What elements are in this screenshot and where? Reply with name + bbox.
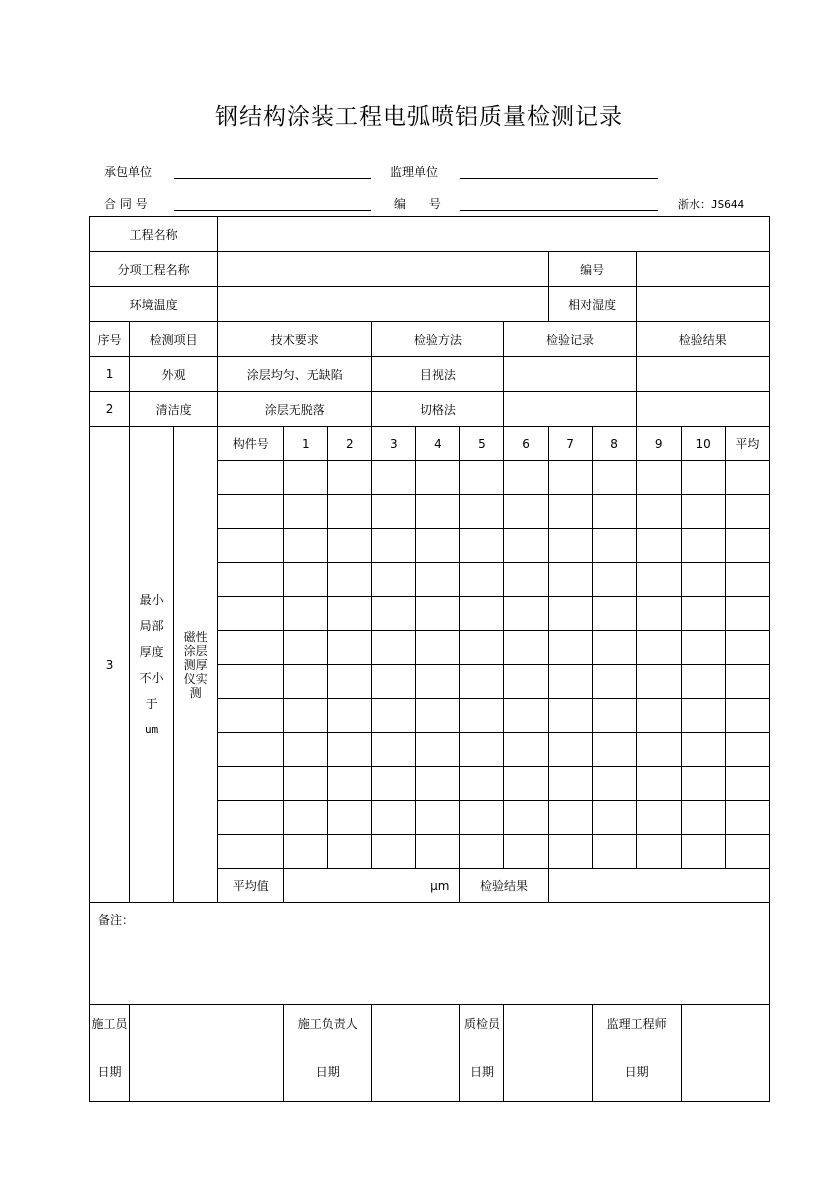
measure-cell[interactable]: [218, 529, 284, 563]
measure-cell[interactable]: [548, 631, 592, 665]
measure-cell[interactable]: [504, 631, 548, 665]
measure-cell[interactable]: [592, 665, 636, 699]
measure-cell[interactable]: [372, 597, 416, 631]
measure-cell[interactable]: [218, 597, 284, 631]
env-temp-value[interactable]: [218, 287, 548, 322]
avg-value-label: 平均值: [218, 869, 284, 903]
measure-cell[interactable]: [416, 835, 460, 869]
measure-cell[interactable]: [460, 733, 504, 767]
row-method: 切格法: [372, 392, 504, 427]
measure-cell[interactable]: [592, 529, 636, 563]
measure-cell[interactable]: [416, 495, 460, 529]
sig-engineer-date: 日期: [624, 1065, 649, 1079]
measure-cell[interactable]: [504, 733, 548, 767]
measure-cell[interactable]: [636, 801, 681, 835]
sig-engineer: [592, 1005, 681, 1102]
measure-cell[interactable]: [416, 529, 460, 563]
measure-cell[interactable]: [548, 733, 592, 767]
sig-manager-date: 日期: [315, 1065, 340, 1079]
measure-cell[interactable]: [548, 801, 592, 835]
measure-cell[interactable]: [372, 495, 416, 529]
measure-cell[interactable]: [592, 461, 636, 495]
measure-cell[interactable]: [372, 529, 416, 563]
measure-cell[interactable]: [284, 563, 328, 597]
subproject-label: 分项工程名称: [90, 252, 218, 287]
project-name-value[interactable]: [218, 217, 770, 252]
row-item: 清洁度: [130, 392, 218, 427]
member-col: 7: [548, 427, 592, 461]
measure-cell[interactable]: [460, 495, 504, 529]
table-row: [90, 357, 770, 392]
measure-cell[interactable]: [636, 835, 681, 869]
measure-cell[interactable]: [636, 699, 681, 733]
measure-cell[interactable]: [636, 665, 681, 699]
measure-cell[interactable]: [284, 801, 328, 835]
measure-cell[interactable]: [548, 495, 592, 529]
row-method: 目视法: [372, 357, 504, 392]
measure-cell[interactable]: [284, 767, 328, 801]
supervisor-label: 监理单位: [390, 165, 439, 179]
member-col: 9: [636, 427, 681, 461]
measure-cell[interactable]: [725, 461, 769, 495]
thickness-result-label: 检验结果: [460, 869, 548, 903]
measure-cell[interactable]: [504, 835, 548, 869]
measure-cell[interactable]: [460, 631, 504, 665]
contractor-label: 承包单位: [104, 165, 153, 179]
contractor-field[interactable]: [174, 178, 371, 179]
measure-cell[interactable]: [218, 631, 284, 665]
measure-cell[interactable]: [460, 699, 504, 733]
measure-cell[interactable]: [218, 495, 284, 529]
measure-cell[interactable]: [681, 495, 725, 529]
measure-cell[interactable]: [372, 699, 416, 733]
thickness-label-0: 最小: [139, 592, 164, 607]
member-col: 1: [284, 427, 328, 461]
measure-cell[interactable]: [504, 529, 548, 563]
measure-cell[interactable]: [548, 835, 592, 869]
measure-cell[interactable]: [218, 461, 284, 495]
measure-cell[interactable]: [725, 631, 769, 665]
measure-cell[interactable]: [416, 801, 460, 835]
row-record[interactable]: [504, 357, 636, 392]
measure-cell[interactable]: [460, 801, 504, 835]
measure-cell[interactable]: [504, 495, 548, 529]
thickness-result-value[interactable]: [548, 869, 769, 903]
measure-cell[interactable]: [725, 699, 769, 733]
measure-cell[interactable]: [372, 631, 416, 665]
measure-cell[interactable]: [416, 597, 460, 631]
thickness-label: [130, 427, 174, 903]
measure-cell[interactable]: [681, 767, 725, 801]
measure-cell[interactable]: [218, 563, 284, 597]
measure-cell[interactable]: [416, 665, 460, 699]
measure-cell[interactable]: [372, 461, 416, 495]
measure-cell[interactable]: [725, 495, 769, 529]
thickness-seq: 3: [90, 427, 130, 903]
measure-cell[interactable]: [725, 563, 769, 597]
method-line-3: 仪实: [183, 671, 208, 686]
measure-cell[interactable]: [592, 495, 636, 529]
thickness-label-4: 于: [145, 696, 158, 711]
member-col: 6: [504, 427, 548, 461]
measure-cell[interactable]: [372, 767, 416, 801]
measure-cell[interactable]: [218, 699, 284, 733]
measure-cell[interactable]: [681, 665, 725, 699]
measure-cell[interactable]: [725, 597, 769, 631]
measure-cell[interactable]: [592, 597, 636, 631]
measure-cell[interactable]: [460, 461, 504, 495]
env-temp-label: 环境温度: [90, 287, 218, 322]
measure-cell[interactable]: [636, 495, 681, 529]
member-col: 4: [416, 427, 460, 461]
info-number-label: 编号: [548, 252, 636, 287]
sig-worker: [90, 1005, 130, 1102]
measure-cell[interactable]: [416, 631, 460, 665]
measure-cell[interactable]: [681, 801, 725, 835]
measure-cell[interactable]: [504, 767, 548, 801]
inspection-table: [89, 216, 770, 1102]
measure-cell[interactable]: [636, 597, 681, 631]
sig-worker-value[interactable]: [130, 1005, 284, 1102]
measure-cell[interactable]: [328, 733, 372, 767]
sig-inspector-value[interactable]: [504, 1005, 592, 1102]
remarks-label: 备注：: [98, 913, 135, 927]
col-seq: 序号: [90, 322, 130, 357]
measure-cell[interactable]: [284, 631, 328, 665]
measure-cell[interactable]: [725, 733, 769, 767]
row-seq: 2: [90, 392, 130, 427]
measure-cell[interactable]: [636, 563, 681, 597]
col-record: 检验记录: [504, 322, 636, 357]
remarks[interactable]: [90, 903, 770, 1005]
measure-cell[interactable]: [328, 665, 372, 699]
unit-label: μm: [430, 878, 450, 893]
measure-cell[interactable]: [636, 733, 681, 767]
measure-cell[interactable]: [592, 631, 636, 665]
measure-cell[interactable]: [416, 461, 460, 495]
measure-cell[interactable]: [725, 529, 769, 563]
measure-cell[interactable]: [681, 835, 725, 869]
measure-cell[interactable]: [725, 665, 769, 699]
measure-cell[interactable]: [284, 529, 328, 563]
measure-cell[interactable]: [328, 597, 372, 631]
contract-no-field[interactable]: [174, 210, 371, 211]
measure-cell[interactable]: [548, 461, 592, 495]
measure-cell[interactable]: [218, 835, 284, 869]
measure-cell[interactable]: [504, 563, 548, 597]
measure-cell[interactable]: [592, 801, 636, 835]
measure-cell[interactable]: [725, 801, 769, 835]
row-result[interactable]: [636, 392, 769, 427]
humidity-label: 相对湿度: [548, 287, 636, 322]
measure-cell[interactable]: [681, 461, 725, 495]
measure-cell[interactable]: [416, 733, 460, 767]
measure-cell[interactable]: [284, 461, 328, 495]
measure-cell[interactable]: [328, 495, 372, 529]
thickness-label-2: 厚度: [139, 644, 164, 659]
member-col: 5: [460, 427, 504, 461]
row-item: 外观: [130, 357, 218, 392]
measure-cell[interactable]: [372, 801, 416, 835]
project-name-label: 工程名称: [90, 217, 218, 252]
measure-cell[interactable]: [592, 699, 636, 733]
measure-cell[interactable]: [504, 597, 548, 631]
page-title: 钢结构涂装工程电弧喷铝质量检测记录: [215, 104, 623, 130]
measure-cell[interactable]: [504, 801, 548, 835]
measure-cell[interactable]: [548, 563, 592, 597]
method-line-2: 测厚: [183, 657, 208, 672]
measure-cell[interactable]: [218, 733, 284, 767]
sig-manager-value[interactable]: [372, 1005, 460, 1102]
measure-cell[interactable]: [328, 529, 372, 563]
member-col: 2: [328, 427, 372, 461]
member-col: 8: [592, 427, 636, 461]
measure-cell[interactable]: [592, 835, 636, 869]
humidity-value[interactable]: [636, 287, 769, 322]
measure-cell[interactable]: [636, 529, 681, 563]
row-seq: 1: [90, 357, 130, 392]
measure-cell[interactable]: [592, 767, 636, 801]
measure-cell[interactable]: [284, 835, 328, 869]
measure-cell[interactable]: [548, 529, 592, 563]
measure-cell[interactable]: [328, 699, 372, 733]
thickness-label-3: 不小: [139, 670, 164, 685]
measure-cell[interactable]: [636, 631, 681, 665]
measure-cell[interactable]: [725, 835, 769, 869]
measure-cell[interactable]: [328, 563, 372, 597]
measure-cell[interactable]: [284, 733, 328, 767]
subproject-value[interactable]: [218, 252, 548, 287]
sig-engineer-value[interactable]: [681, 1005, 769, 1102]
avg-value-unit[interactable]: [284, 869, 460, 903]
measure-cell[interactable]: [328, 767, 372, 801]
measure-cell[interactable]: [218, 665, 284, 699]
measure-cell[interactable]: [592, 733, 636, 767]
row-tech: 涂层均匀、无缺陷: [218, 357, 372, 392]
form-code: 浙水：JS644: [678, 198, 745, 211]
measure-cell[interactable]: [504, 699, 548, 733]
avg-col: 平均: [725, 427, 769, 461]
contract-no-label: 合 同 号: [104, 197, 148, 211]
measure-cell[interactable]: [548, 767, 592, 801]
thickness-method: [174, 427, 218, 903]
number-label: 编 号: [394, 197, 441, 211]
method-line-0: 磁性: [183, 629, 208, 644]
measure-cell[interactable]: [328, 801, 372, 835]
measure-cell[interactable]: [725, 767, 769, 801]
thickness-label-1: 局部: [139, 618, 164, 633]
measure-cell[interactable]: [504, 461, 548, 495]
measure-cell[interactable]: [372, 733, 416, 767]
measure-cell[interactable]: [460, 597, 504, 631]
sig-manager: [284, 1005, 372, 1102]
method-line-4: 测: [189, 685, 202, 700]
measure-cell[interactable]: [372, 835, 416, 869]
measure-cell[interactable]: [460, 665, 504, 699]
thickness-unit: um: [144, 722, 159, 736]
col-tech: 技术要求: [218, 322, 372, 357]
member-label: 构件号: [218, 427, 284, 461]
measure-cell[interactable]: [681, 529, 725, 563]
measure-cell[interactable]: [548, 665, 592, 699]
sig-worker-label: 施工员: [91, 1017, 128, 1031]
measure-cell[interactable]: [681, 733, 725, 767]
row-result[interactable]: [636, 357, 769, 392]
sig-inspector: [460, 1005, 504, 1102]
measure-cell[interactable]: [416, 699, 460, 733]
measure-cell[interactable]: [218, 801, 284, 835]
measure-cell[interactable]: [328, 461, 372, 495]
measure-cell[interactable]: [218, 767, 284, 801]
measure-cell[interactable]: [416, 767, 460, 801]
sig-inspector-date: 日期: [469, 1065, 494, 1079]
measure-cell[interactable]: [636, 767, 681, 801]
measure-cell[interactable]: [460, 529, 504, 563]
measure-cell[interactable]: [372, 665, 416, 699]
member-col: 10: [681, 427, 725, 461]
measure-cell[interactable]: [681, 699, 725, 733]
sig-inspector-label: 质检员: [463, 1017, 500, 1031]
measure-cell[interactable]: [460, 563, 504, 597]
measure-cell[interactable]: [681, 631, 725, 665]
sig-worker-date: 日期: [97, 1065, 122, 1079]
measure-cell[interactable]: [504, 665, 548, 699]
method-line-1: 涂层: [183, 643, 208, 658]
measure-cell[interactable]: [460, 835, 504, 869]
number-field[interactable]: [460, 210, 658, 211]
measure-cell[interactable]: [416, 563, 460, 597]
measure-cell[interactable]: [284, 495, 328, 529]
measure-cell[interactable]: [372, 563, 416, 597]
col-result: 检验结果: [636, 322, 769, 357]
row-record[interactable]: [504, 392, 636, 427]
supervisor-field[interactable]: [460, 178, 658, 179]
sig-engineer-label: 监理工程师: [606, 1017, 667, 1031]
measure-cell[interactable]: [636, 461, 681, 495]
measure-cell[interactable]: [284, 699, 328, 733]
info-number-value[interactable]: [636, 252, 769, 287]
sig-manager-label: 施工负责人: [297, 1017, 358, 1031]
row-tech: 涂层无脱落: [218, 392, 372, 427]
measure-cell[interactable]: [548, 699, 592, 733]
measure-cell[interactable]: [284, 597, 328, 631]
measure-cell[interactable]: [460, 767, 504, 801]
measure-cell[interactable]: [548, 597, 592, 631]
col-method: 检验方法: [372, 322, 504, 357]
member-col: 3: [372, 427, 416, 461]
measure-cell[interactable]: [284, 665, 328, 699]
col-item: 检测项目: [130, 322, 218, 357]
measure-cell[interactable]: [328, 835, 372, 869]
measure-cell[interactable]: [328, 631, 372, 665]
measure-cell[interactable]: [681, 563, 725, 597]
measure-cell[interactable]: [681, 597, 725, 631]
measure-cell[interactable]: [592, 563, 636, 597]
table-row: [90, 392, 770, 427]
